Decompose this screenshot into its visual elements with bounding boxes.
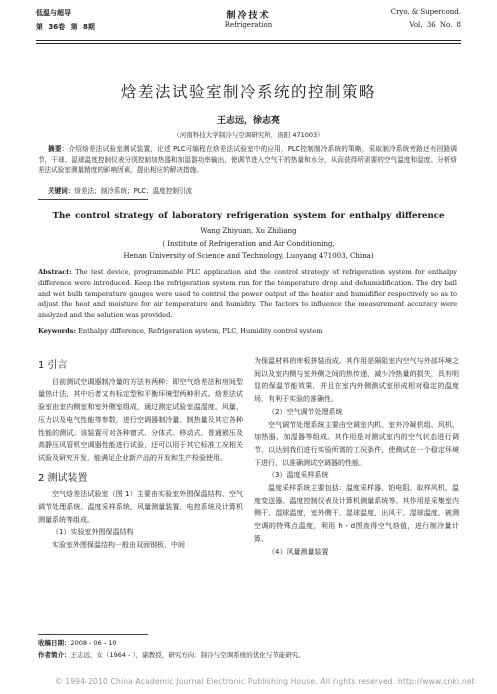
affiliation-cn: （河南科技大学制冷与空调研究所，洛阳 471003） bbox=[173, 131, 324, 139]
footnote-received bbox=[38, 638, 117, 647]
section-2-heading: 2 测试装置 bbox=[38, 472, 88, 484]
paper-title-en: The control strategy of laboratory refrigeration system for enthalpy difference bbox=[52, 211, 445, 221]
copyright-notice: © 1994-2010 China Academic Journal Electronic Publishing House. All rights reserved. http://www.cnki.net bbox=[55, 677, 475, 686]
section-1-heading: 1 引言 bbox=[38, 360, 68, 371]
footnote-received-date: 2008 - 06 - 10 bbox=[70, 639, 117, 647]
body-column-right bbox=[254, 355, 459, 558]
header-rule-thin bbox=[36, 43, 461, 44]
paper-title-cn: 焓差法试验室制冷系统的控制策略 bbox=[120, 83, 376, 101]
body-column-left bbox=[38, 356, 243, 552]
affiliation-en-line1: ( Institute of Refrigeration and Air Conditioning, bbox=[162, 240, 335, 248]
authors-en: Wang Zhiyuan, Xu Zhiliang bbox=[200, 227, 297, 235]
footnote-author-label: 作者简介： bbox=[38, 651, 71, 659]
journal-name-en: Cryo. & Supercond. bbox=[390, 8, 461, 16]
subsection-2-paragraph: 空气调节处理系统主要由空调室内机、室外冷凝机组、风机、加热器、加湿器等组成。其作用是对测试室内的空气状态进行调节，以达到我们进行实验所需的工况条件，使测试在一个稳定环境下进行，以准确测试空调器的性能。 bbox=[254, 420, 459, 467]
continued-paragraph: 为保温材料的库板拼装而成。其作用是隔阻室内空气与外部环境之间以及室内侧与室外侧之间的热传递，减少冷热量的损失，具有明显的保温节能效果，并且在室内外侧测试室形成相对稳定的温度场，有利于实验的准确性。 bbox=[254, 357, 459, 404]
keywords-cn-label: 关键词： bbox=[48, 187, 75, 195]
volume-issue-cn: 第 36卷 第 8期 bbox=[36, 23, 95, 31]
authors-cn: 王志远，徐志亮 bbox=[216, 116, 280, 126]
subsection-3-heading: （3）温度采样系统 bbox=[268, 471, 329, 480]
abstract-en bbox=[38, 267, 457, 321]
section-name-cn: 制冷技术 bbox=[226, 11, 271, 21]
abstract-cn-label: 摘要： bbox=[48, 145, 69, 153]
section-name-en: Refrigeration bbox=[224, 21, 273, 29]
subsection-1-paragraph: 实验室外围保温结构一般由双面钢板、中间 bbox=[52, 541, 185, 550]
subsection-3-paragraph: 温度采样系统主要包括：温度采样器、铂电阻、取样风机、温度变送器、温度控制仪表及计算机测量系统等。其作用是采集室内侧干、湿球温度，室外侧干、湿球温度，出风干、湿球温度，被测空调的特殊点温度，利用 h - d图查得空气焓值，进行制冷量计算。 bbox=[254, 484, 459, 543]
copyright-bar bbox=[0, 668, 497, 694]
keywords-en bbox=[38, 327, 457, 335]
footnote-author bbox=[38, 650, 305, 659]
subsection-1-heading: （1）实验室外围保温结构 bbox=[52, 528, 134, 537]
footnote-received-label: 收稿日期： bbox=[38, 639, 71, 647]
keywords-cn bbox=[48, 185, 457, 195]
abstract-cn bbox=[38, 144, 457, 176]
header-rule bbox=[36, 40, 461, 41]
abstract-divider bbox=[38, 199, 148, 200]
keywords-en-text: Enthalpy difference, Refrigeration system, PLC, Humidity control system bbox=[78, 327, 323, 335]
subsection-2-heading: （2）空气调节处理系统 bbox=[268, 407, 343, 416]
footnote-author-text: 王志远，女（1964 - ），副教授，研究方向：制冷与空调系统的优化与节能研究。 bbox=[70, 651, 305, 659]
section-2-paragraph: 空气焓差法试验室（图 1）主要由实验室外围保温结构、空气调节处理系统、温度采样系统、风量测量装置、电控系统及计算机测量系统等组成。 bbox=[38, 490, 243, 524]
keywords-cn-text: 焓差法；制冷系统；PLC；温度控制引流 bbox=[74, 187, 193, 195]
affiliation-en-line2: Henan University of Science and Technology, Luoyang 471003, China) bbox=[123, 252, 374, 260]
abstract-en-label: Abstract: bbox=[38, 268, 72, 276]
keywords-en-label: Keywords: bbox=[38, 327, 76, 335]
running-header bbox=[36, 6, 461, 40]
subsection-4-heading: （4）风量测量装置 bbox=[268, 547, 329, 556]
volume-issue-en: Vol. 36 No. 8 bbox=[409, 21, 461, 29]
section-1-paragraph: 目前测试空调器制冷量的方法有两种：即空气焓差法和房间型量热计法，其中后者又有标定型和平衡环境型两种形式。焓差法试验室由室内侧室和室外侧室组成，通过测定试验室温湿度、风量、压力以及电气性能等参数，进行空调器制冷量、制热量及其它各种性能的测试。该装置可对各种窗式、分体式、移动式、普通嵌压及高静压风管机空调器性能进行试验，还可以用于其它标准工况相关试验及研究开发，能满足企业新产品的开发和生产检验使用。 bbox=[38, 377, 243, 462]
footnote-rule bbox=[38, 634, 148, 635]
abstract-en-text: The test device, programmable PLC application and the control strategy of refrigeration system for enthalpy difference were introduced. Keep the refrigeration system run for the temperature drop and dehumidification. The dry ball and wet bulb temperature gauges were used to control the power output of the heater and humidifier respectively so as to adjust the heat and moisture for air temperature and humidity. The factors to influence the measurement accuracy were analyzed and the solution was provided. bbox=[38, 268, 457, 320]
journal-name-cn: 低温与超导 bbox=[36, 9, 71, 17]
abstract-cn-text: 介绍焓差法试验室测试装置，论述 PLC可编程在焓差法试验室中的应用，PLC控制制冷系统的策略，采取制冷系统旁路还有回路调节，干球、湿球温度控制仪表分别控制加热器和加湿器功率输出，使调节进入空气干的热量和水分，从而获得所需要的空气温度和湿度。分析焓差法试验室测量精度的影响因素，提出相应的解决措施。 bbox=[38, 145, 457, 175]
